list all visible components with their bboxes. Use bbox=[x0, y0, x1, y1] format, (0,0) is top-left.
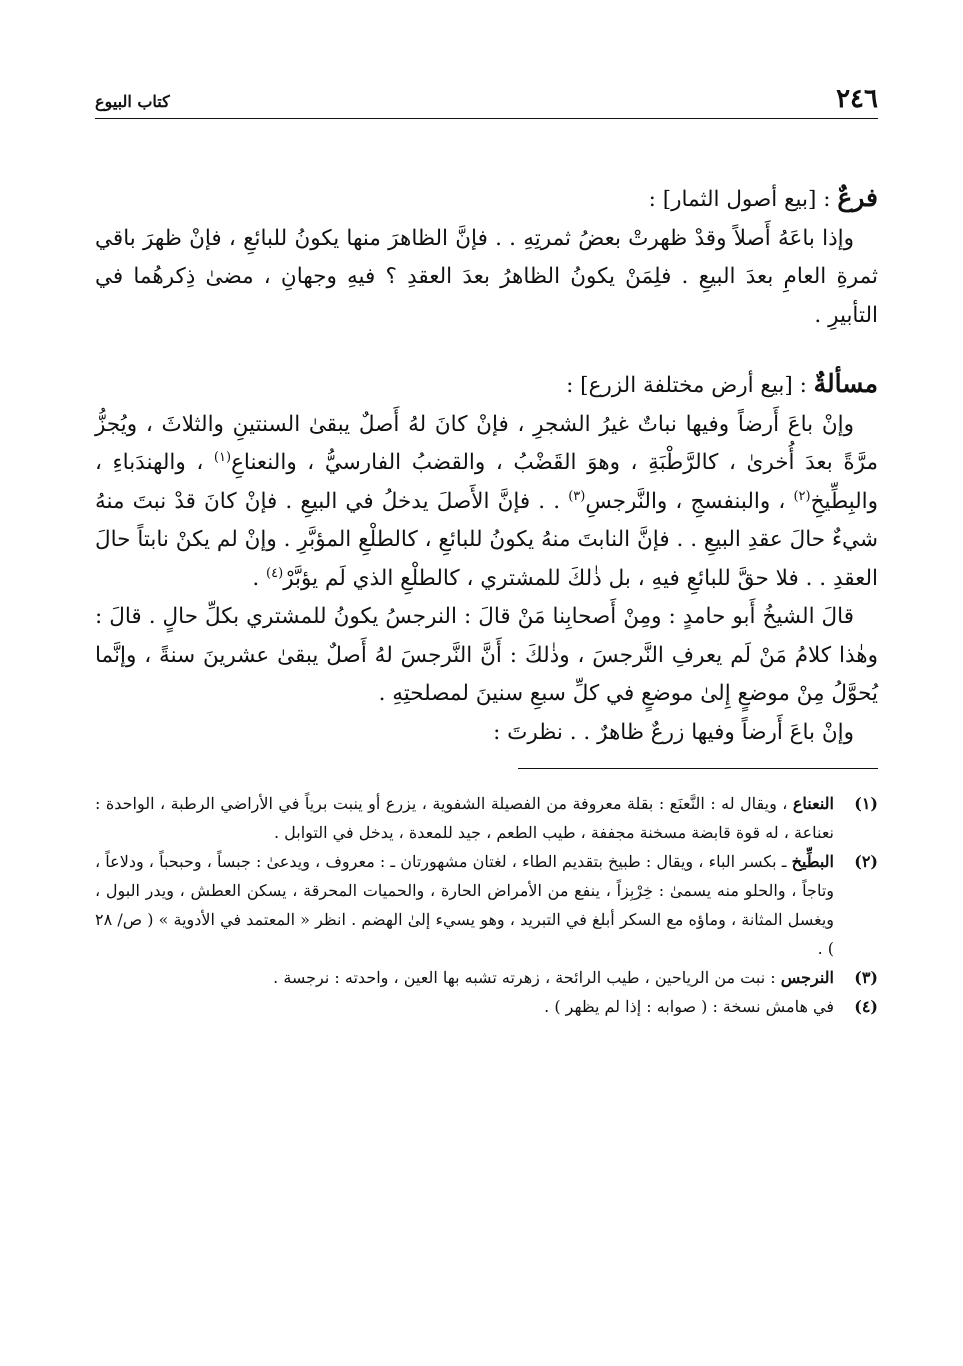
footnote-divider bbox=[518, 768, 878, 769]
paragraph bbox=[95, 406, 878, 599]
footnote-body: ، ويقال له : النَّعنَع : بقلة معروفة من الفصيلة الشفوية ، يزرع أو ينبت برياً في الأراضي الرطبة ، الواحدة : نعناعة ، له قوة قابضة مسخنة مجففة ، طيب الطعم ، جيد للمعدة ، يدخل في التوابل . bbox=[95, 794, 834, 842]
paragraph: وإنْ باعَ أَرضاً وفيها زرعٌ ظاهرٌ . . نظرتَ : bbox=[493, 719, 854, 745]
footnote-body: ـ بكسر الباء ، ويقال : طبيخ بتقديم الطاء ، لغتان مشهورتان ـ : معروف ، ويدعىٰ : جبساً ، وحبحباً ، ودلاعاً ، وتاجاً ، والحلو منه يسمىٰ : خِرْبِزاً ، ينفع من الأمراض الحارة ، والحميات المحرقة ، يسكن العطش ، ويدر البول ، ويغسل المثانة ، وماؤه مع السكر أبلغ في التبريد ، وهو يسيء إلىٰ الهضم . انظر « المعتمد في الأدوية » ( ص/ ٢٨ ) . bbox=[95, 852, 834, 958]
footnote-number: (٢) bbox=[854, 852, 878, 871]
section-title: : [بيع أرض مختلفة الزرع] : bbox=[566, 373, 814, 398]
running-title: كتاب البيوع bbox=[95, 92, 170, 111]
text-run: ، والهندَباءِ ، والبِطِّيخِ bbox=[95, 450, 878, 514]
footnote-number: (٤) bbox=[854, 997, 878, 1016]
footnote-text bbox=[95, 992, 834, 1021]
book-page bbox=[95, 78, 878, 1358]
footnote-text bbox=[95, 847, 834, 963]
footnote bbox=[95, 963, 878, 992]
text-run: وإنْ باعَ أَرضاً وفيها نباتٌ غيرُ الشجرِ ، فإنْ كانَ لهُ أَصلٌ يبقىٰ السنتينِ والثلاثَ ، ويُجزُّ مرَّةً بعدَ أُخرىٰ ، كالرَّطْبَةِ ، وهوَ القَضْبُ ، والقضبُ الفارسيُّ ، والنعناعِ bbox=[95, 411, 878, 475]
text-run: ، والبنفسجِ ، والنَّرجسِ bbox=[585, 488, 794, 514]
page-header bbox=[95, 78, 878, 119]
paragraph: وإذا باعَهُ أَصلاً وقدْ ظهرتْ بعضُ ثمرتِهِ . . فإنَّ الظاهرَ منها يكونُ للبائعِ ، فإنْ ظهرَ باقي ثمرةِ العامِ بعدَ البيعِ . فلِمَنْ يكونُ الظاهرُ بعدَ العقدِ ؟ فيهِ وجهانِ ، مضىٰ ذِكرهُما في التأبيرِ . bbox=[95, 225, 878, 328]
text-run: . . فإنَّ الأَصلَ يدخلُ في البيعِ . فإنْ كانَ قدْ نبتَ منهُ شيءٌ حالَ عقدِ البيعِ . . فإنَّ النابتَ منهُ يكونُ للبائعِ ، كالطلْعِ المؤبَّرِ . وإنْ لم يكنْ نابتاً حالَ العقدِ . . فلا حقَّ للبائعِ فيهِ ، بل ذٰلكَ للمشتري ، كالطلْعِ الذي لَم يؤبَّرْ bbox=[95, 488, 878, 591]
section-title: : [بيع أصول الثمار] : bbox=[648, 187, 838, 212]
footnote-marker[interactable]: (٤) bbox=[266, 565, 284, 581]
footnote-marker[interactable]: (١) bbox=[213, 449, 232, 465]
text-run: . bbox=[252, 565, 267, 591]
paragraph: قالَ الشيخُ أَبو حامدٍ : ومِنْ أَصحابِنا مَنْ قالَ : النرجسُ يكونُ للمشتري بكلِّ حالٍ . قالَ : وهٰذا كلامُ مَنْ لَم يعرفِ النَّرجسَ ، وذٰلكَ : أَنَّ النَّرجسَ لهُ أَصلٌ يبقىٰ عشرينَ سنةً ، وإنَّما يُحوَّلُ مِنْ موضعٍ إِلىٰ موضعٍ في كلِّ سبعِ سنينَ لمصلحتِهِ . bbox=[95, 604, 878, 706]
footnote-text bbox=[95, 789, 834, 847]
footnote-body: في هامش نسخة : ( صوابه : إذا لم يظهر ) . bbox=[544, 997, 834, 1016]
section-heading-masala bbox=[95, 365, 878, 406]
footnote bbox=[95, 789, 878, 847]
footnote-body: : نبت من الرياحين ، طيب الرائحة ، زهرته تشبه بها العين ، واحدته : نرجسة . bbox=[273, 968, 781, 987]
footnote-number: (١) bbox=[854, 794, 878, 813]
footnote-marker[interactable]: (٣) bbox=[568, 488, 586, 504]
footnote bbox=[95, 992, 878, 1021]
footnote bbox=[95, 847, 878, 963]
footnotes bbox=[95, 789, 878, 1021]
footnote-term: النرجس bbox=[780, 968, 834, 987]
main-text bbox=[95, 179, 878, 752]
section-label: فرعٌ bbox=[837, 183, 878, 212]
section-label: مسألةٌ bbox=[813, 369, 878, 398]
section-heading-far bbox=[95, 179, 878, 220]
footnote-number: (٣) bbox=[854, 968, 878, 987]
footnote-marker[interactable]: (٢) bbox=[793, 488, 811, 504]
footnote-term: النعناع bbox=[792, 794, 834, 813]
section-gap bbox=[95, 335, 878, 365]
footnote-text bbox=[95, 963, 834, 992]
footnote-term: البطِّيخ bbox=[791, 852, 834, 871]
page-number: ٢٤٦ bbox=[836, 84, 878, 114]
